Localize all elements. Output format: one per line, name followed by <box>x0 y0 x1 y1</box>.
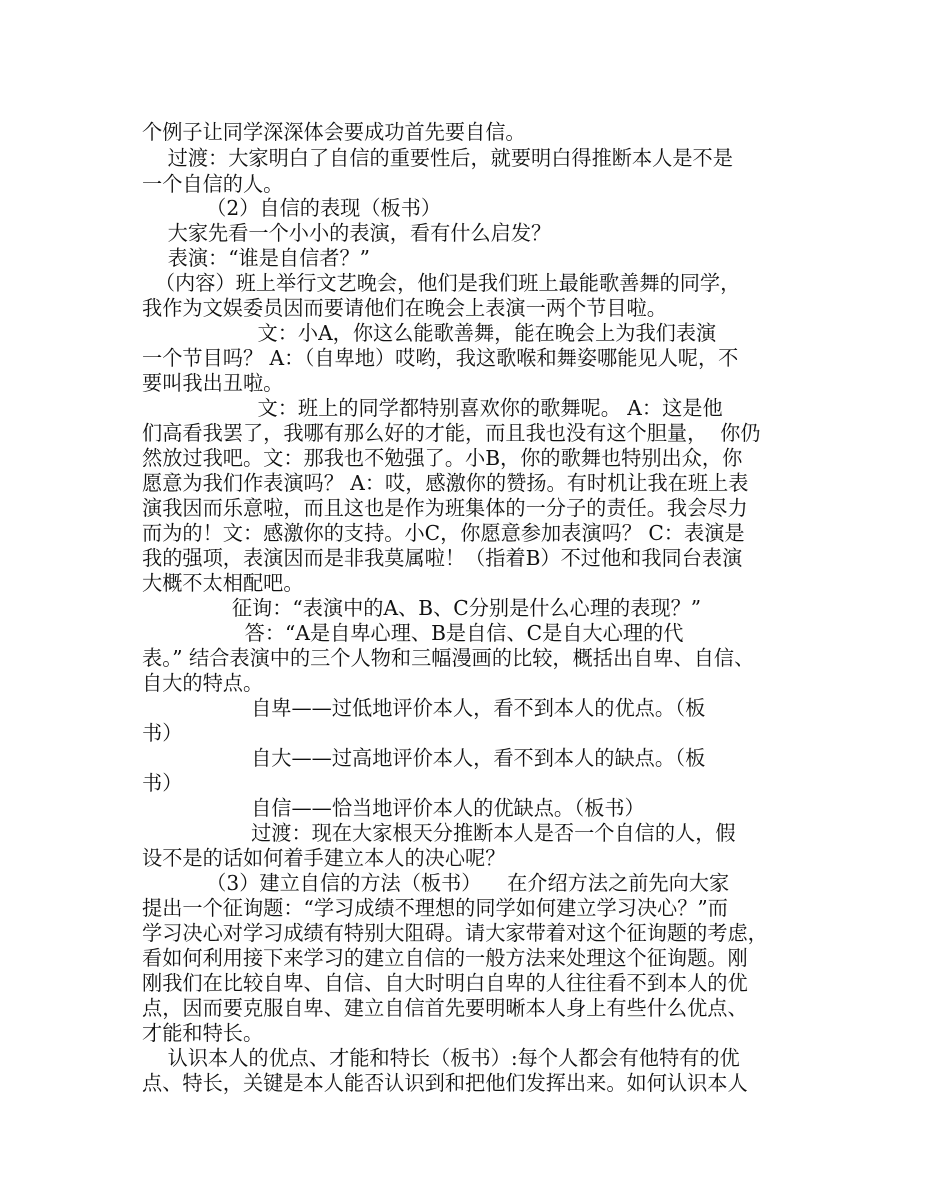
text-line: 而为的！文：感激你的支持。小C，你愿意参加表演吗？ C：表演是 <box>142 521 745 545</box>
text-line: （内容）班上举行文艺晚会，他们是我们班上最能歌善舞的同学， <box>142 271 741 295</box>
text-line: 大概不太相配吧。 <box>142 571 304 595</box>
text-line: 要叫我出丑啦。 <box>142 371 284 395</box>
text-line: 个例子让同学深深体会要成功首先要自信。 <box>142 120 526 144</box>
text-line: 书） <box>142 771 183 795</box>
text-line: 文：小A，你这么能歌善舞，能在晚会上为我们表演 <box>142 321 717 345</box>
text-line: 过渡：现在大家根天分推断本人是否一个自信的人，假 <box>142 821 736 845</box>
text-line: 自卑——过低地评价本人，看不到本人的优点。（板 <box>142 696 706 720</box>
text-line: 过渡：大家明白了自信的重要性后，就要明白得推断本人是不是 <box>142 146 733 170</box>
text-line: 一个节目吗？ A：（自卑地）哎哟，我这歌喉和舞姿哪能见人呢，不 <box>142 346 739 370</box>
text-line: 点，因而要克服自卑、建立自信首先要明晰本人身上有些什么优点、 <box>142 996 748 1020</box>
section-heading: （3）建立自信的方法（板书） 在介绍方法之前先向大家 <box>142 871 730 895</box>
text-line: 才能和特长。 <box>142 1021 264 1045</box>
text-line: 表。” 结合表演中的三个人物和三幅漫画的比较，概括出自卑、自信、 <box>142 646 755 670</box>
text-line: 我作为文娱委员因而要请他们在晚会上表演一两个节目啦。 <box>142 296 667 320</box>
text-line: 大家先看一个小小的表演，看有什么启发？ <box>142 221 552 245</box>
text-line: 点、特长，关键是本人能否认识到和把他们发挥出来。如何认识本人 <box>142 1071 748 1095</box>
text-line: 一个自信的人。 <box>142 172 284 196</box>
text-line: 我的强项，表演因而是非我莫属啦！（指着B）不过他和我同台表演 <box>142 546 743 570</box>
text-line: 自大的特点。 <box>142 671 264 695</box>
text-line: 答：“A是自卑心理、B是自信、C是自大心理的代 <box>142 621 684 645</box>
text-line: 征询：“表演中的A、B、C分别是什么心理的表现？” <box>142 596 702 620</box>
text-line: 愿意为我们作表演吗？ A：哎，感激你的赞扬。有时机让我在班上表 <box>142 471 749 495</box>
text-line: 文：班上的同学都特别喜欢你的歌舞呢。 A：这是他 <box>142 396 723 420</box>
section-heading: （2）自信的表现（板书） <box>142 196 442 220</box>
text-line: 设不是的话如何着手建立本人的决心呢？ <box>142 846 506 870</box>
text-line: 自信——恰当地评价本人的优缺点。（板书） <box>142 796 645 820</box>
text-line: 自大——过高地评价本人，看不到本人的缺点。（板 <box>142 746 706 770</box>
text-line: 看如何利用接下来学习的建立自信的一般方法来处理这个征询题。刚 <box>142 946 748 970</box>
text-line: 提出一个征询题：“学习成绩不理想的同学如何建立学习决心？”而 <box>142 896 728 920</box>
text-line: 然放过我吧。文：那我也不勉强了。小B，你的歌舞也特别出众，你 <box>142 446 743 470</box>
text-line: 认识本人的优点、才能和特长（板书）:每个人都会有他特有的优 <box>142 1046 740 1070</box>
text-line: 刚我们在比较自卑、自信、自大时明白自卑的人往往看不到本人的优 <box>142 971 748 995</box>
text-line: 书） <box>142 721 183 745</box>
text-line: 们高看我罢了，我哪有那么好的才能，而且我也没有这个胆量， 你仍 <box>142 421 761 445</box>
text-line: 学习决心对学习成绩有特别大阻碍。请大家带着对这个征询题的考虑， <box>142 921 768 945</box>
text-line: 演我因而乐意啦，而且这也是作为班集体的一分子的责任。我会尽力 <box>142 496 748 520</box>
text-line: 表演：“谁是自信者？” <box>142 246 370 270</box>
